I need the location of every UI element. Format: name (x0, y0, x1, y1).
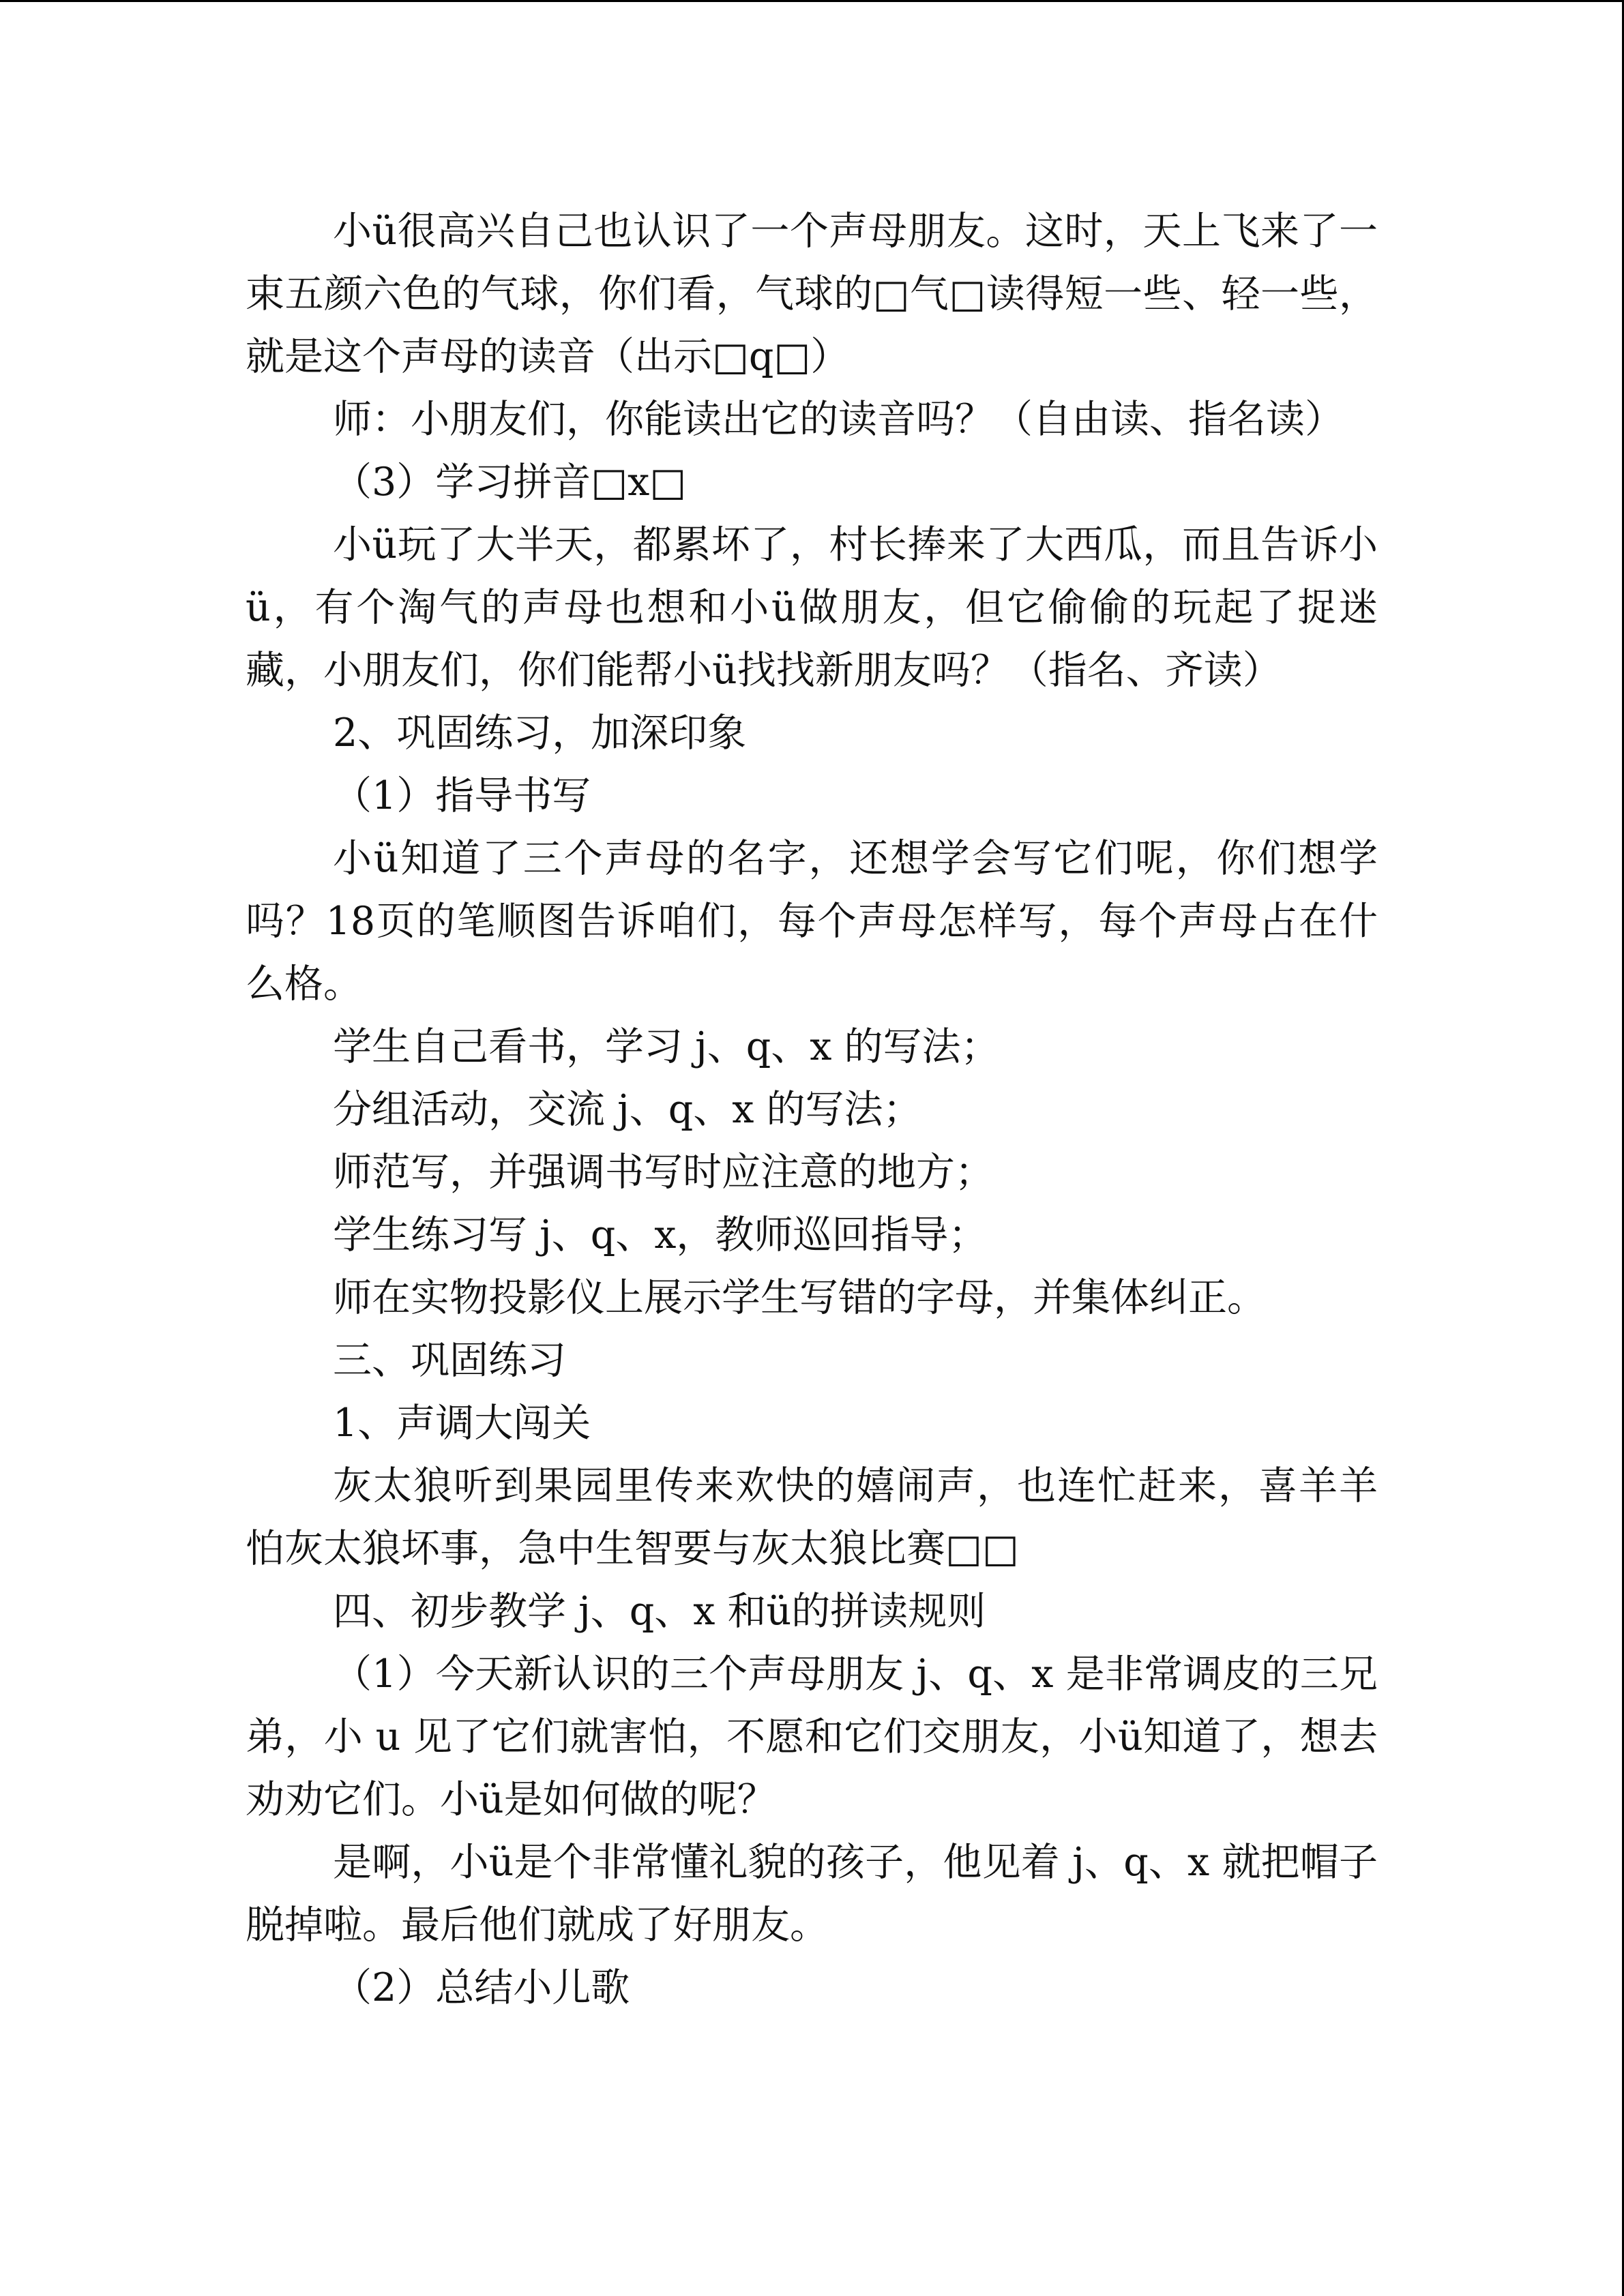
paragraph-teacher-question: 师：小朋友们，你能读出它的读音吗？（自由读、指名读） (333, 397, 1344, 442)
paragraph-step-demo: 师范写，并强调书写时应注意的地方； (333, 1150, 994, 1195)
paragraph-learn-x-heading: （3）学习拼音□x□ (333, 460, 687, 505)
paragraph-step-correct: 师在实物投影仪上展示学生写错的字母，并集体纠正。 (333, 1275, 1266, 1320)
paragraph-practice-heading: 2、巩固练习，加深印象 (333, 711, 747, 756)
paragraph-step-group: 分组活动，交流 j、q、x 的写法； (333, 1087, 922, 1132)
paragraph-summary-heading: （2）总结小儿歌 (333, 1965, 630, 2010)
paragraph-step-practice: 学生练习写 j、q、x，教师巡回指导； (333, 1212, 988, 1257)
paragraph-rule-answer: 是啊，小ü是个非常懂礼貌的孩子，他见着 j、q、x 就把帽子脱掉啦。最后他们就成了好朋友。 (246, 1840, 1378, 1948)
paragraph-section-four-heading: 四、初步教学 j、q、x 和ü的拼读规则 (333, 1589, 986, 1634)
paragraph-story-x: 小ü玩了大半天，都累坏了，村长捧来了大西瓜，而且告诉小ü，有个淘气的声母也想和小ü做朋友，但它偷偷的玩起了捉迷藏，小朋友们，你们能帮小ü找找新朋友吗？（指名、齐读） (246, 522, 1378, 693)
paragraph-tone-game-story: 灰太狼听到果园里传来欢快的嬉闹声，也连忙赶来，喜羊羊怕灰太狼坏事，急中生智要与灰太狼比赛□□ (246, 1463, 1378, 1571)
document-body (246, 200, 1378, 2019)
paragraph-writing-intro: 小ü知道了三个声母的名字，还想学会写它们呢，你们想学吗？18页的笔顺图告诉咱们，每个声母怎样写，每个声母占在什么格。 (246, 836, 1378, 1007)
paragraph-section-three-heading: 三、巩固练习 (333, 1338, 566, 1383)
paragraph-step-self-study: 学生自己看书，学习 j、q、x 的写法； (333, 1024, 1000, 1069)
paragraph-writing-heading: （1）指导书写 (333, 773, 591, 818)
paragraph-rule-story: （1）今天新认识的三个声母朋友 j、q、x 是非常调皮的三兄弟，小 u 见了它们就害怕，不愿和它们交朋友，小ü知道了，想去劝劝它们。小ü是如何做的呢？ (246, 1652, 1378, 1822)
paragraph-intro-q: 小ü很高兴自己也认识了一个声母朋友。这时，天上飞来了一束五颜六色的气球，你们看，气球的□气□读得短一些、轻一些，就是这个声母的读音（出示□q□） (246, 209, 1378, 379)
paragraph-tone-game-heading: 1、声调大闯关 (333, 1401, 591, 1446)
